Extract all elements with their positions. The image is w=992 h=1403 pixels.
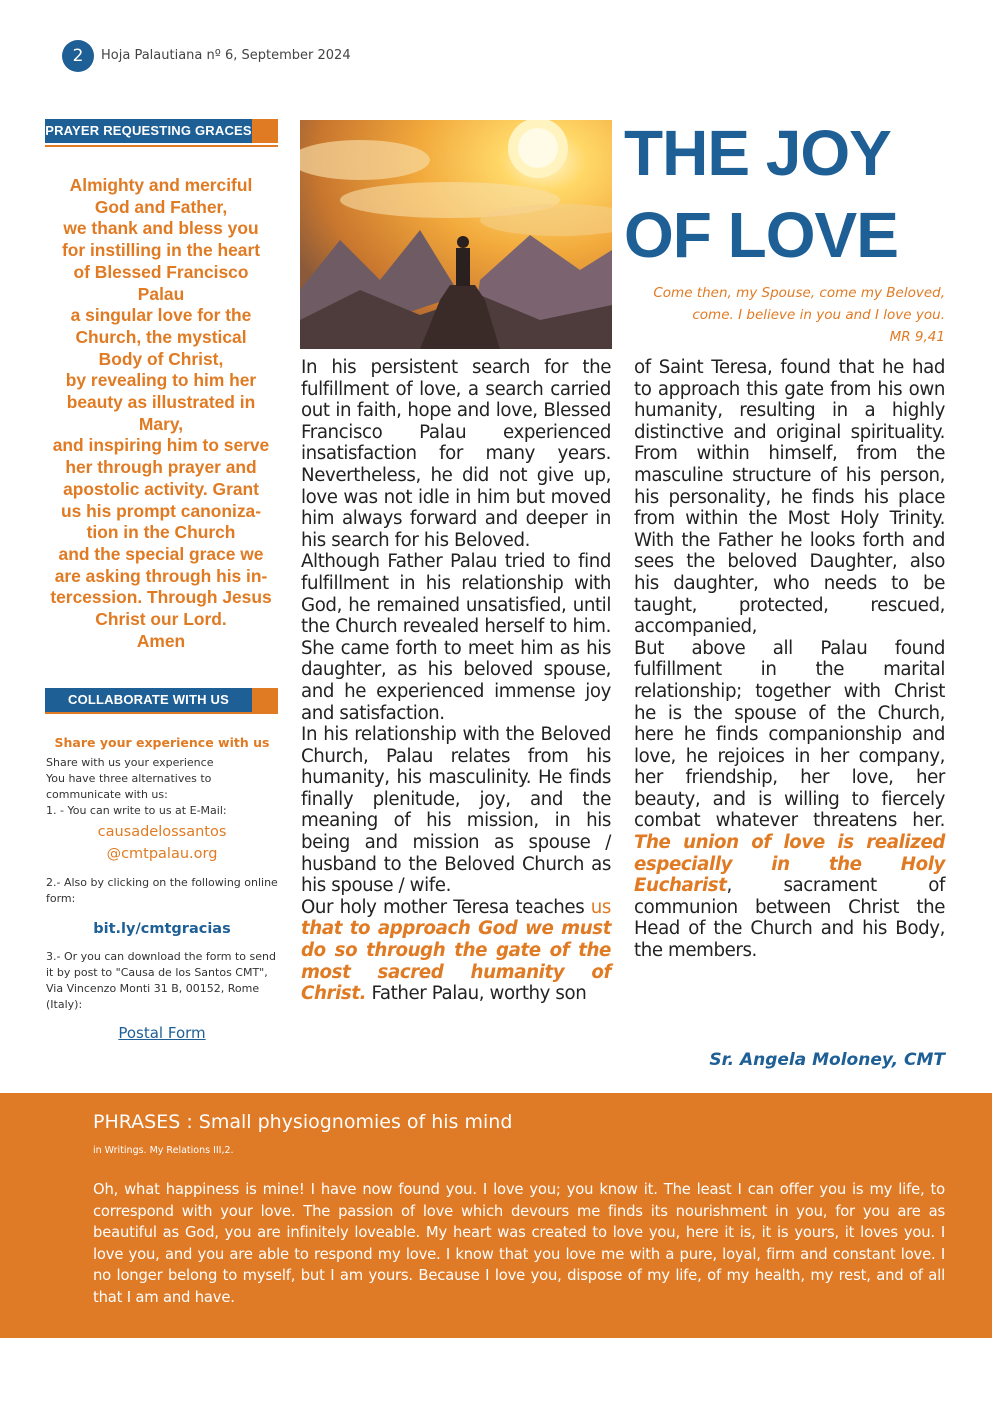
epigraph-quote — [600, 282, 945, 348]
paragraph-1: In his persistent search for the fulfillment of love, a search carried out in faith, hope and love, Blessed Francisco Palau experienced insatisfaction for many years. Nevertheless, he did not give up, love was not idle in him but moved him always forward and deeper in his search for his Beloved. — [301, 357, 611, 551]
collab-option-2: 2.- Also by clicking on the following online form: — [46, 876, 278, 905]
email-line-2[interactable]: @cmtpalau.org — [106, 846, 218, 862]
online-form-link[interactable]: bit.ly/cmtgracias — [93, 921, 231, 937]
phrases-section — [0, 1093, 992, 1338]
phrases-title: PHRASES : Small physiognomies of his mind — [93, 1111, 513, 1133]
heading-accent — [252, 119, 278, 143]
paragraph-6 — [634, 638, 945, 962]
prayer-line: God and Father, — [94, 196, 228, 217]
phrases-text: Oh, what happiness is mine! I have now found you. I love you; you know it. The least I can offer you is my life, to correspond with your love. The passion of love which devours me finds its nourishment in you, for you are as beautiful as God, you are infinitely loveable. My heart was created to love you, here it is, it is yours, it loves you. I love you, and you are able to respond my love. I know that you love me with a pure, loyal, firm and constant love. I no longer belong to myself, but I am yours. Because I love you, dispose of my life, of my health, my rest, and of all that I am and have. — [93, 1181, 945, 1306]
paragraph-3: In his relationship with the Beloved Church, Palau relates from his humanity, his masculinity. He finds finally plenitude, joy, and the meaning of his mission, in his being and mission as spouse / husband to the Beloved Church as his spouse / wife. — [301, 724, 611, 897]
p6-start: But above all Palau found fulfillment in the marital relationship; together with Christ he is the spouse of the Church, here he finds companionship and love, he rejoices in her company, her friendship, her love, her beauty, and is willing to fiercely combat whatever threatens her. — [634, 637, 945, 832]
title-line-2: OF LOVE — [624, 199, 898, 271]
collaborate-heading: COLLABORATE WITH US — [68, 692, 229, 707]
prayer-heading-bar — [45, 119, 278, 143]
quote-line-1: Come then, my Spouse, come my Beloved, — [653, 285, 945, 301]
prayer-line: beauty as illustrated in — [66, 392, 256, 413]
prayer-line: Mary, — [138, 413, 184, 434]
prayer-line: we thank and bless you — [63, 218, 259, 239]
prayer-line: are asking through his in- — [54, 565, 268, 586]
page-number: 2 — [62, 40, 94, 72]
article-column-2 — [634, 357, 945, 962]
p4-us: us — [590, 896, 611, 918]
prayer-heading-underline — [45, 145, 278, 147]
collab-option-1: 1. - You can write to us at E-Mail: — [46, 804, 227, 817]
illustration-image — [300, 120, 612, 349]
prayer-line: Christ our Lord. — [95, 609, 227, 630]
p4-highlight: that to approach God we must do so through the gate of the most sacred humanity of Christ. — [301, 918, 611, 1005]
share-heading: Share your experience with us — [54, 735, 270, 750]
prayer-line: tercession. Through Jesus — [50, 587, 272, 608]
p6-highlight: The union of love is realized especially in the Holy Eucharist — [634, 832, 945, 897]
article-column-1 — [301, 357, 611, 1005]
publication-header: Hoja Palautiana nº 6, September 2024 — [101, 48, 351, 63]
paragraph-2: Although Father Palau tried to find fulfillment in his relationship with God, he remained unsatisfied, until the Church revealed herself to him. She came forth to meet him as his daughter, as his beloved spouse, and he experienced immense joy and satisfaction. — [301, 551, 611, 724]
prayer-line: of Blessed Francisco — [73, 261, 249, 282]
prayer-line: a singular love for the — [70, 305, 252, 326]
title-line-1: THE JOY — [624, 117, 891, 189]
prayer-line: tion in the Church — [86, 522, 236, 543]
p6-end: , sacrament of communion between Christ the Head of the Church and his Body, the members. — [634, 875, 945, 962]
prayer-line: and the special grace we — [58, 543, 264, 564]
prayer-line: for instilling in the heart — [61, 240, 261, 261]
prayer-line: Almighty and merciful — [69, 175, 253, 195]
collaborate-heading-bar — [45, 688, 278, 712]
postal-form-link[interactable]: Postal Form — [118, 1024, 206, 1042]
heading-accent — [252, 688, 278, 712]
prayer-text — [44, 175, 278, 652]
prayer-line: apostolic activity. Grant — [63, 478, 259, 499]
collaborate-box — [46, 735, 278, 1041]
phrases-source: in Writings. My Relations III,2. — [93, 1145, 234, 1156]
prayer-line: Body of Christ, — [98, 348, 224, 369]
sunrise-illustration — [300, 120, 612, 349]
email-address[interactable] — [46, 821, 278, 865]
collaborate-heading-underline — [45, 712, 278, 714]
collab-option-3: 3.- Or you can download the form to send it by post to "Causa de los Santos CMT", Via Vincenzo Monti 31 B, 00152, Rome (Italy): — [46, 950, 276, 1011]
prayer-line: and inspiring him to serve — [52, 435, 270, 456]
collab-intro: Share with us your experience You have three alternatives to communicate with us: — [46, 756, 214, 801]
article-title — [624, 112, 964, 276]
prayer-line: Church, the mystical — [75, 326, 247, 347]
prayer-line: Palau — [137, 283, 185, 304]
p4-end: Father Palau, worthy son — [366, 983, 587, 1005]
prayer-heading: PRAYER REQUESTING GRACES — [45, 123, 252, 138]
prayer-line: us his prompt canoniza- — [60, 500, 261, 521]
prayer-line: her through prayer and — [65, 457, 257, 478]
p4-start: Our holy mother Teresa teaches — [301, 896, 591, 918]
article-author: Sr. Angela Moloney, CMT — [709, 1050, 945, 1070]
prayer-line: by revealing to him her — [65, 370, 257, 391]
quote-reference: MR 9,41 — [889, 329, 945, 345]
paragraph-5: of Saint Teresa, found that he had to approach this gate from his own humanity, resulting in a highly distinctive and original spirituality. From within himself, from the masculine structure of his person, his personality, he finds his place from within the Most Holy Trinity. With the Father he looks forth and sees the beloved Daughter, also his daughter, who needs to be taught, protected, rescued, accompanied, — [634, 357, 945, 638]
prayer-line: Amen — [136, 630, 186, 651]
email-line-1[interactable]: causadelossantos — [97, 824, 227, 840]
paragraph-4 — [301, 897, 611, 1005]
quote-line-2: come. I believe in you and I love you. — [692, 307, 945, 323]
